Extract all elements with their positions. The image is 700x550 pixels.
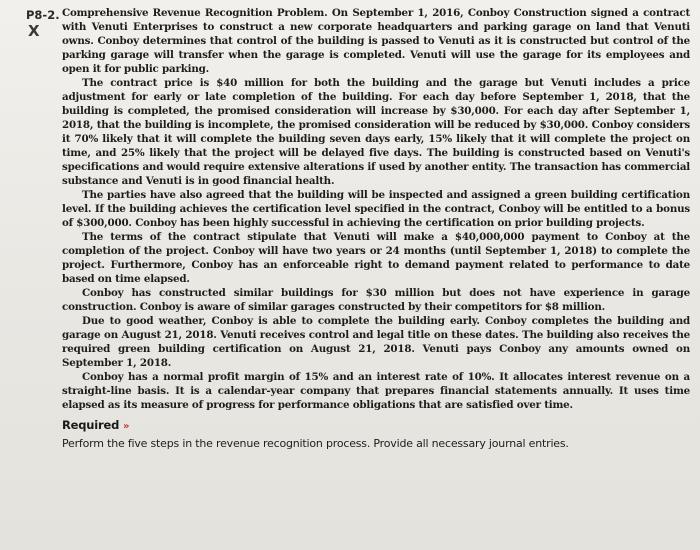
required-text: Perform the five steps in the revenue recognition process. Provide all necessary journal entries. — [62, 437, 569, 450]
paragraph-1 — [62, 6, 690, 76]
paragraph-2: The contract price is $40 million for both the building and the garage but Venuti includes a price adjustment for early or late completion of the building. For each day before September 1, 2018, that the building is completed, the promised consideration will increase by $30,000. For each day after September 1, 2018, that the building is incomplete, the promised consideration will be reduced by $30,000. Conboy considers it 70% likely that it will complete the building seven days early, 15% likely that it will complete the project on time, and 25% likely that the project will be delayed five days. The building is constructed based on Venuti's specifications and would require extensive alterations if used by another entity. The transaction has commercial substance and Venuti is in good financial health. — [62, 77, 690, 187]
chevron-right-icon: » — [122, 421, 130, 432]
required-label: Required — [62, 418, 120, 432]
required-heading — [62, 418, 690, 434]
x-mark-icon: X — [28, 22, 40, 40]
problem-body — [62, 6, 690, 451]
problem-title: Comprehensive Revenue Recognition Problem. — [62, 7, 328, 19]
paragraph-1-text: On September 1, 2016, Conboy Construction signed a contract with Venuti Enterprises to construct a new corporate headquarters and parking garage on land that Venuti owns. Conboy determines that control of the building is passed to Venuti as it is constructed but control of the parking garage will transfer when the garage is completed. Venuti will use the garage for its employees and open it for public parking. — [62, 7, 691, 75]
paragraph-4: The terms of the contract stipulate that Venuti will make a $40,000,000 payment to Conboy at the completion of the project. Conboy will have two years or 24 months (until September 1, 2018) to complete the project. Furthermore, Conboy has an enforceable right to demand payment related to performance to date based on time elapsed. — [62, 231, 690, 285]
paragraph-5: Conboy has constructed similar buildings for $30 million but does not have experience in garage construction. Conboy is aware of similar garages constructed by their competitors for $8 million. — [62, 287, 690, 313]
paragraph-6: Due to good weather, Conboy is able to complete the building early. Conboy completes the building and garage on August 21, 2018. Venuti receives control and legal title on these dates. The building also receives the required green building certification on August 21, 2018. Venuti pays Conboy any amounts owned on September 1, 2018. — [62, 315, 690, 369]
paragraph-3: The parties have also agreed that the building will be inspected and assigned a green building certification level. If the building achieves the certification level specified in the contract, Conboy will be entitled to a bonus of $300,000. Conboy has been highly successful in achieving the certification on prior building projects. — [62, 189, 690, 229]
problem-number: P8-2. — [26, 8, 60, 22]
paragraph-7: Conboy has a normal profit margin of 15% and an interest rate of 10%. It allocates interest revenue on a straight-line basis. It is a calendar-year company that prepares financial statements annually. It uses time elapsed as its measure of progress for performance obligations that are satisfied over time. — [62, 371, 690, 411]
